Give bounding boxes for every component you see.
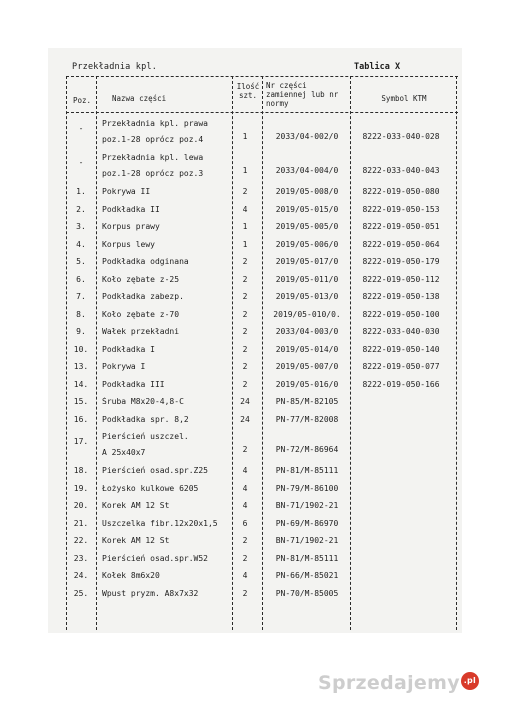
table-row bbox=[66, 498, 458, 516]
cell-name: Koło zębate z-25 bbox=[102, 274, 180, 284]
cell-name: poz.1-28 oprócz poz.4 bbox=[102, 135, 204, 144]
cell-name: Pierścień osad.spr.Z25 bbox=[102, 466, 208, 475]
table-row bbox=[66, 289, 458, 307]
cell-symbol: 8222-019-050-080 bbox=[362, 187, 440, 196]
cell-qty: 4 bbox=[242, 483, 248, 493]
watermark-badge: .pl bbox=[461, 672, 479, 690]
cell-symbol: 8222-019-050-166 bbox=[362, 379, 440, 389]
cell-name: Podkładka zabezp. bbox=[102, 292, 184, 301]
header-name: Nazwa części bbox=[112, 94, 167, 103]
table-row bbox=[66, 324, 458, 342]
cell-qty: 6 bbox=[242, 518, 248, 528]
cell-qty: 24 bbox=[240, 414, 250, 424]
table-row bbox=[66, 150, 458, 184]
cell-qty: 4 bbox=[242, 466, 248, 475]
cell-part-number: 2019/05-016/0 bbox=[275, 379, 339, 389]
table-row bbox=[66, 116, 458, 150]
cell-symbol: 8222-019-050-153 bbox=[362, 204, 440, 214]
cell-name: Przekładnia kpl. lewa bbox=[102, 153, 204, 162]
cell-poz: 13. bbox=[73, 362, 89, 371]
table-row bbox=[66, 429, 458, 463]
cell-poz: 19. bbox=[73, 483, 89, 493]
cell-part-number: 2019/05-017/0 bbox=[275, 257, 339, 266]
cell-name: Podkładka III bbox=[102, 379, 165, 389]
cell-name: Podkładka II bbox=[102, 204, 160, 214]
table-row bbox=[66, 586, 458, 604]
cell-name: Podkładka odginana bbox=[102, 257, 189, 266]
cell-qty: 2 bbox=[242, 553, 248, 563]
header-nr: Nr części zamiennej lub nr normy bbox=[266, 81, 339, 108]
cell-qty: 24 bbox=[240, 397, 250, 406]
cell-part-number: 2033/04-004/0 bbox=[275, 166, 339, 175]
cell-qty: 2 bbox=[242, 309, 248, 319]
cell-poz: 22. bbox=[73, 536, 89, 545]
cell-qty: 4 bbox=[242, 501, 248, 510]
cell-qty: 1 bbox=[242, 166, 248, 175]
cell-poz: 18. bbox=[73, 466, 89, 475]
table-row bbox=[66, 551, 458, 569]
table-row bbox=[66, 359, 458, 377]
cell-part-number: PN-72/M-86964 bbox=[275, 445, 339, 454]
cell-poz: 7. bbox=[76, 292, 86, 301]
cell-symbol: 8222-019-050-140 bbox=[362, 344, 440, 354]
table-row bbox=[66, 516, 458, 534]
cell-poz: 1. bbox=[76, 187, 86, 196]
row-divider bbox=[66, 76, 458, 77]
cell-poz: 17. bbox=[73, 437, 89, 446]
cell-poz: - bbox=[78, 124, 84, 133]
cell-qty: 2 bbox=[242, 379, 248, 389]
cell-part-number: BN-71/1902-21 bbox=[275, 536, 339, 545]
cell-symbol: 8222-019-050-064 bbox=[362, 239, 440, 249]
cell-poz: 6. bbox=[76, 274, 86, 284]
cell-name: Łożysko kulkowe 6205 bbox=[102, 483, 199, 493]
cell-symbol: 8222-019-050-077 bbox=[362, 362, 440, 371]
cell-symbol: 8222-033-040-043 bbox=[362, 166, 440, 175]
cell-poz: 23. bbox=[73, 553, 89, 563]
cell-part-number: 2019/05-011/0 bbox=[275, 274, 339, 284]
cell-part-number: PN-81/M-85111 bbox=[275, 466, 339, 475]
cell-part-number: PN-81/M-85111 bbox=[275, 553, 339, 563]
parts-table bbox=[66, 76, 458, 630]
cell-part-number: PN-85/M-82105 bbox=[275, 397, 339, 406]
cell-poz: 21. bbox=[73, 518, 89, 528]
cell-part-number: BN-71/1902-21 bbox=[275, 501, 339, 510]
cell-name: Wpust pryzm. A8x7x32 bbox=[102, 588, 199, 598]
cell-name: Śruba M8x20-4,8-C bbox=[102, 397, 184, 406]
cell-qty: 4 bbox=[242, 571, 248, 580]
cell-symbol: 8222-019-050-100 bbox=[362, 309, 440, 319]
table-row bbox=[66, 237, 458, 255]
cell-part-number: 2019/05-007/0 bbox=[275, 362, 339, 371]
cell-name: Uszczelka fibr.12x20x1,5 bbox=[102, 518, 218, 528]
cell-symbol: 8222-019-050-138 bbox=[362, 292, 440, 301]
table-label: Tablica X bbox=[354, 62, 401, 72]
table-row bbox=[66, 394, 458, 412]
cell-name: Wałek przekładni bbox=[102, 327, 180, 336]
cell-part-number: PN-77/M-82008 bbox=[275, 414, 339, 424]
cell-qty: 2 bbox=[242, 292, 248, 301]
cell-qty: 1 bbox=[242, 239, 248, 249]
cell-part-number: 2019/05-005/0 bbox=[275, 222, 339, 231]
cell-name: Pokrywa II bbox=[102, 187, 151, 196]
cell-qty: 2 bbox=[242, 344, 248, 354]
cell-poz: - bbox=[78, 158, 84, 167]
cell-part-number: 2019/05-015/0 bbox=[275, 204, 339, 214]
cell-name: Korek AM 12 St bbox=[102, 501, 170, 510]
cell-symbol: 8222-033-040-028 bbox=[362, 132, 440, 141]
cell-part-number: 2019/05-008/0 bbox=[275, 187, 339, 196]
header-poz: Poz. bbox=[72, 96, 92, 105]
cell-poz: 4. bbox=[76, 239, 86, 249]
cell-part-number: PN-66/M-85021 bbox=[275, 571, 339, 580]
cell-poz: 14. bbox=[73, 379, 89, 389]
table-row bbox=[66, 202, 458, 220]
cell-poz: 5. bbox=[76, 257, 86, 266]
cell-poz: 8. bbox=[76, 309, 86, 319]
cell-symbol: 8222-019-050-179 bbox=[362, 257, 440, 266]
cell-symbol: 8222-033-040-030 bbox=[362, 327, 440, 336]
cell-qty: 2 bbox=[242, 445, 248, 454]
cell-poz: 3. bbox=[76, 222, 86, 231]
cell-part-number: 2033/04-002/0 bbox=[275, 132, 339, 141]
cell-poz: 20. bbox=[73, 501, 89, 510]
cell-poz: 24. bbox=[73, 571, 89, 580]
table-row bbox=[66, 533, 458, 551]
cell-part-number: 2019/05-006/0 bbox=[275, 239, 339, 249]
cell-part-number: PN-70/M-85005 bbox=[275, 588, 339, 598]
cell-symbol: 8222-019-050-112 bbox=[362, 274, 440, 284]
cell-symbol: 8222-019-050-051 bbox=[362, 222, 440, 231]
cell-qty: 2 bbox=[242, 536, 248, 545]
table-row bbox=[66, 463, 458, 481]
table-row bbox=[66, 307, 458, 325]
cell-name: Pierścień uszczel. bbox=[102, 432, 189, 441]
cell-name: Kołek 8m6x20 bbox=[102, 571, 160, 580]
cell-name: Korpus lewy bbox=[102, 239, 155, 249]
table-row bbox=[66, 184, 458, 202]
cell-part-number: 2019/05-010/0. bbox=[273, 309, 341, 319]
table-row bbox=[66, 412, 458, 430]
cell-poz: 15. bbox=[73, 397, 89, 406]
table-row bbox=[66, 481, 458, 499]
cell-name: Korek AM 12 St bbox=[102, 536, 170, 545]
header-symbol: Symbol KTM bbox=[381, 94, 427, 103]
cell-name: Przekładnia kpl. prawa bbox=[102, 119, 208, 128]
cell-qty: 2 bbox=[242, 588, 248, 598]
cell-name: Podkładka spr. 8,2 bbox=[102, 414, 189, 424]
cell-poz: 10. bbox=[73, 344, 89, 354]
cell-qty: 2 bbox=[242, 257, 248, 266]
cell-poz: 2. bbox=[76, 204, 86, 214]
cell-part-number: PN-79/M-86100 bbox=[275, 483, 339, 493]
cell-name: Koło zębate z-70 bbox=[102, 309, 180, 319]
cell-name: poz.1-28 oprócz poz.3 bbox=[102, 169, 204, 178]
cell-qty: 2 bbox=[242, 187, 248, 196]
cell-poz: 16. bbox=[73, 414, 89, 424]
cell-qty: 2 bbox=[242, 327, 248, 336]
cell-qty: 4 bbox=[242, 204, 248, 214]
header-qty: Ilość szt. bbox=[236, 82, 260, 100]
cell-name: Pierścień osad.spr.W52 bbox=[102, 553, 208, 563]
cell-qty: 2 bbox=[242, 362, 248, 371]
table-row bbox=[66, 254, 458, 272]
cell-name: Podkładka I bbox=[102, 344, 155, 354]
row-divider bbox=[66, 112, 458, 113]
cell-part-number: 2033/04-003/0 bbox=[275, 327, 339, 336]
cell-part-number: 2019/05-014/0 bbox=[275, 344, 339, 354]
table-row bbox=[66, 342, 458, 360]
watermark-logo bbox=[318, 672, 479, 694]
document-title: Przekładnia kpl. bbox=[72, 62, 158, 72]
cell-name: Pokrywa I bbox=[102, 362, 146, 371]
cell-poz: 25. bbox=[73, 588, 89, 598]
cell-qty: 1 bbox=[242, 132, 248, 141]
cell-name: Korpus prawy bbox=[102, 222, 160, 231]
cell-qty: 1 bbox=[242, 222, 248, 231]
cell-name: A 25x40x7 bbox=[102, 448, 146, 457]
cell-part-number: 2019/05-013/0 bbox=[275, 292, 339, 301]
cell-part-number: PN-69/M-86970 bbox=[275, 518, 339, 528]
table-row bbox=[66, 568, 458, 586]
cell-qty: 2 bbox=[242, 274, 248, 284]
table-row bbox=[66, 219, 458, 237]
table-row bbox=[66, 377, 458, 395]
table-row bbox=[66, 272, 458, 290]
cell-poz: 9. bbox=[76, 327, 86, 336]
watermark-text: Sprzedajemy bbox=[318, 672, 460, 694]
